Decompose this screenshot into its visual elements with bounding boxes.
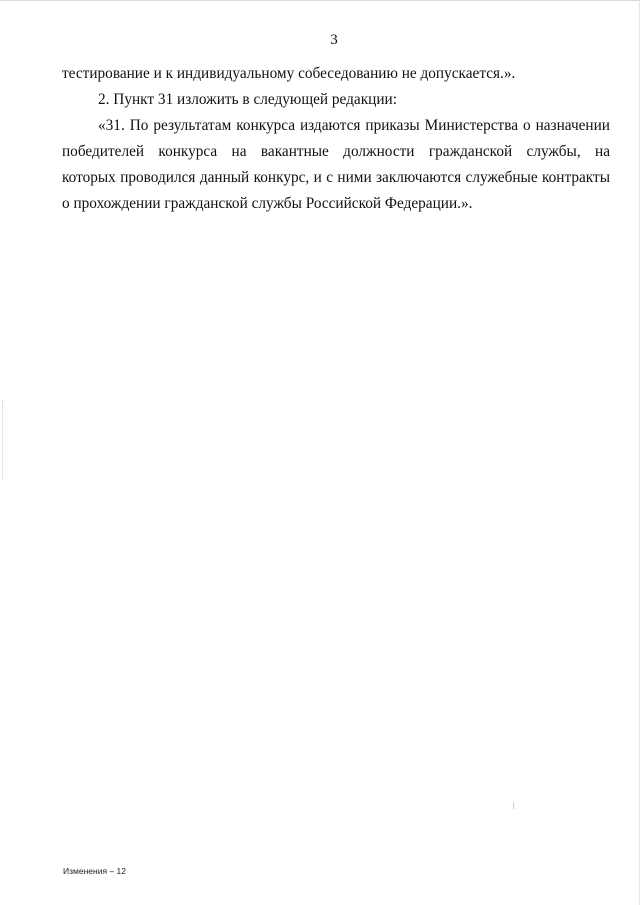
footer-label: Изменения – 12 (63, 866, 126, 876)
text-line-item-2: 2. Пункт 31 изложить в следующей редакции: (98, 91, 397, 108)
scan-edge-left-marks (2, 400, 4, 480)
text-line-quote-3: которых проводился данный конкурс, и с ними заключаются служебные контракты (62, 169, 610, 186)
scan-edge-top (0, 0, 640, 1)
page-number: 3 (330, 32, 338, 48)
text-line-quote-2: победителей конкурса на вакантные должности гражданской службы, на (62, 143, 610, 160)
text-line-quote-end: о прохождении гражданской службы Российской Федерации.». (62, 195, 473, 212)
text-line-continuation: тестирование и к индивидуальному собеседованию не допускается.». (62, 65, 516, 82)
scan-speck (513, 802, 514, 809)
text-line-quote-start: «31. По результатам конкурса издаются приказы Министерства о назначении (98, 117, 610, 134)
body-text (62, 61, 610, 217)
